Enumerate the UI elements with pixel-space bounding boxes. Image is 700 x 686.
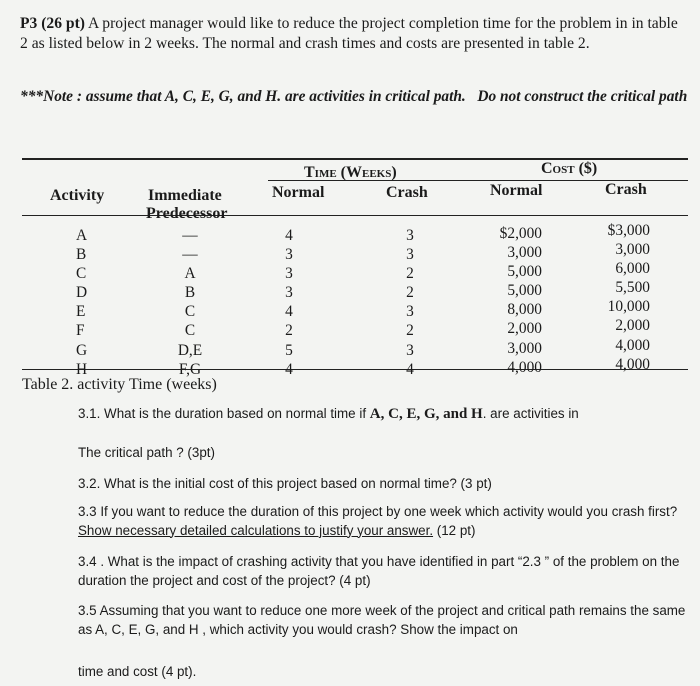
note-suffix: Do not construct the critical path [477, 88, 688, 105]
header-predecessor-line1: Immediate [148, 187, 222, 204]
note [20, 86, 688, 107]
cell-crash-cost: 6,000 [615, 260, 650, 278]
table-header-rule [22, 215, 688, 216]
cell-normal-cost: 3,000 [507, 339, 542, 357]
question-3-3-text: 3.3 If you want to reduce the duration of this project by one week which activity would you crash first? [78, 504, 678, 519]
cell-normal-time: 3 [285, 246, 293, 264]
cell-predecessor: — [182, 246, 198, 264]
cell-crash-cost: 3,000 [615, 241, 650, 259]
cell-activity: E [76, 303, 86, 321]
cell-normal-cost: 4,000 [507, 358, 542, 376]
note-prefix: ***Note : assume that A, C, E, G, and H. are activities in critical path. [20, 88, 466, 105]
column-crash-time [403, 226, 417, 379]
column-activity [76, 226, 96, 379]
column-normal-time [282, 226, 296, 379]
cell-activity: D [76, 284, 88, 302]
cell-normal-time: 4 [285, 227, 293, 244]
cell-normal-cost: 8,000 [507, 301, 542, 319]
question-3-1-text: 3.1. What is the duration based on normal time if [78, 406, 370, 421]
question-3-4: 3.4 . What is the impact of crashing activity that you have identified in part “2.3 ” of the problem on the duration the project and cost of the project? (4 pt) [78, 554, 680, 588]
cell-activity: G [76, 341, 88, 359]
cell-crash-time: 3 [406, 227, 414, 244]
cell-crash-cost: $3,000 [607, 222, 650, 239]
header-time-group: Time (Weeks) [304, 164, 397, 181]
cell-normal-time: 3 [285, 284, 293, 302]
cell-normal-cost: 5,000 [507, 263, 542, 281]
cell-normal-time: 4 [285, 360, 293, 378]
column-normal-cost [480, 224, 542, 377]
header-activity: Activity [50, 187, 105, 204]
cell-activity: A [76, 227, 88, 244]
question-3-1-continued: The critical path ? (3pt) [78, 445, 215, 460]
cell-crash-time: 2 [406, 322, 414, 340]
question-3-1 [78, 405, 688, 424]
header-time-normal: Normal [272, 184, 325, 201]
cell-normal-time: 5 [285, 341, 293, 359]
cell-predecessor: B [184, 284, 196, 302]
cell-activity: H [76, 360, 88, 378]
problem-text: A project manager would like to reduce the project completion time for the problem in in table 2 as listed below in 2 weeks. The normal and crash times and costs are presented in table 2. [20, 15, 678, 52]
question-3-3-points: (12 pt) [433, 522, 476, 538]
header-time-crash: Crash [386, 184, 428, 201]
problem-statement [20, 14, 688, 54]
cell-crash-cost: 4,000 [615, 355, 650, 373]
header-predecessor-line2: Predecessor [146, 205, 228, 222]
cell-crash-time: 3 [406, 246, 414, 264]
header-cost-crash: Crash [605, 181, 647, 198]
cell-crash-cost: 5,500 [615, 279, 650, 297]
cell-predecessor: A [184, 265, 196, 283]
cell-predecessor: D,E [177, 341, 203, 359]
cell-predecessor: C [184, 303, 196, 321]
question-3-3 [78, 503, 688, 540]
cell-normal-time: 2 [285, 322, 293, 340]
cell-normal-cost: $2,000 [499, 225, 542, 242]
cell-normal-cost: 5,000 [507, 282, 542, 300]
question-3-5-continued: time and cost (4 pt). [78, 664, 197, 679]
cell-crash-time: 3 [406, 303, 414, 321]
question-3-1-activities: A, C, E, G, and H [369, 406, 483, 422]
cell-activity: F [76, 322, 85, 340]
problem-label: P3 (26 pt) [20, 15, 85, 32]
cell-crash-time: 2 [406, 284, 414, 302]
header-cost-group: Cost ($) [541, 160, 598, 177]
question-3-3-underlined: Show necessary detailed calculations to justify your answer. [78, 522, 434, 538]
cell-crash-time: 2 [406, 265, 414, 283]
cell-crash-time: 4 [406, 360, 414, 378]
table-caption: Table 2. activity Time (weeks) [22, 376, 217, 393]
cell-predecessor: C [184, 322, 196, 340]
question-3-2: 3.2. What is the initial cost of this project based on normal time? (3 pt) [78, 476, 492, 491]
cell-crash-time: 3 [406, 341, 414, 359]
cell-predecessor: F,G [178, 360, 202, 378]
cell-activity: C [76, 265, 87, 283]
question-3-5: 3.5 Assuming that you want to reduce one more week of the project and critical path remains the same as A, C, E, G, and H , which activity you would crash? Show the impact on [78, 603, 686, 637]
cell-normal-cost: 2,000 [507, 320, 542, 338]
column-crash-cost [588, 221, 650, 374]
column-predecessor [160, 226, 220, 379]
cell-normal-time: 3 [285, 265, 293, 283]
cell-crash-cost: 4,000 [615, 336, 650, 354]
question-3-1-tail: . are activities in [482, 406, 579, 421]
cell-predecessor: — [182, 227, 198, 244]
header-cost-normal: Normal [490, 182, 543, 199]
cell-normal-time: 4 [285, 303, 293, 321]
cell-crash-cost: 10,000 [607, 298, 650, 316]
cell-normal-cost: 3,000 [507, 244, 542, 262]
cell-activity: B [76, 246, 87, 264]
cell-crash-cost: 2,000 [615, 317, 650, 335]
